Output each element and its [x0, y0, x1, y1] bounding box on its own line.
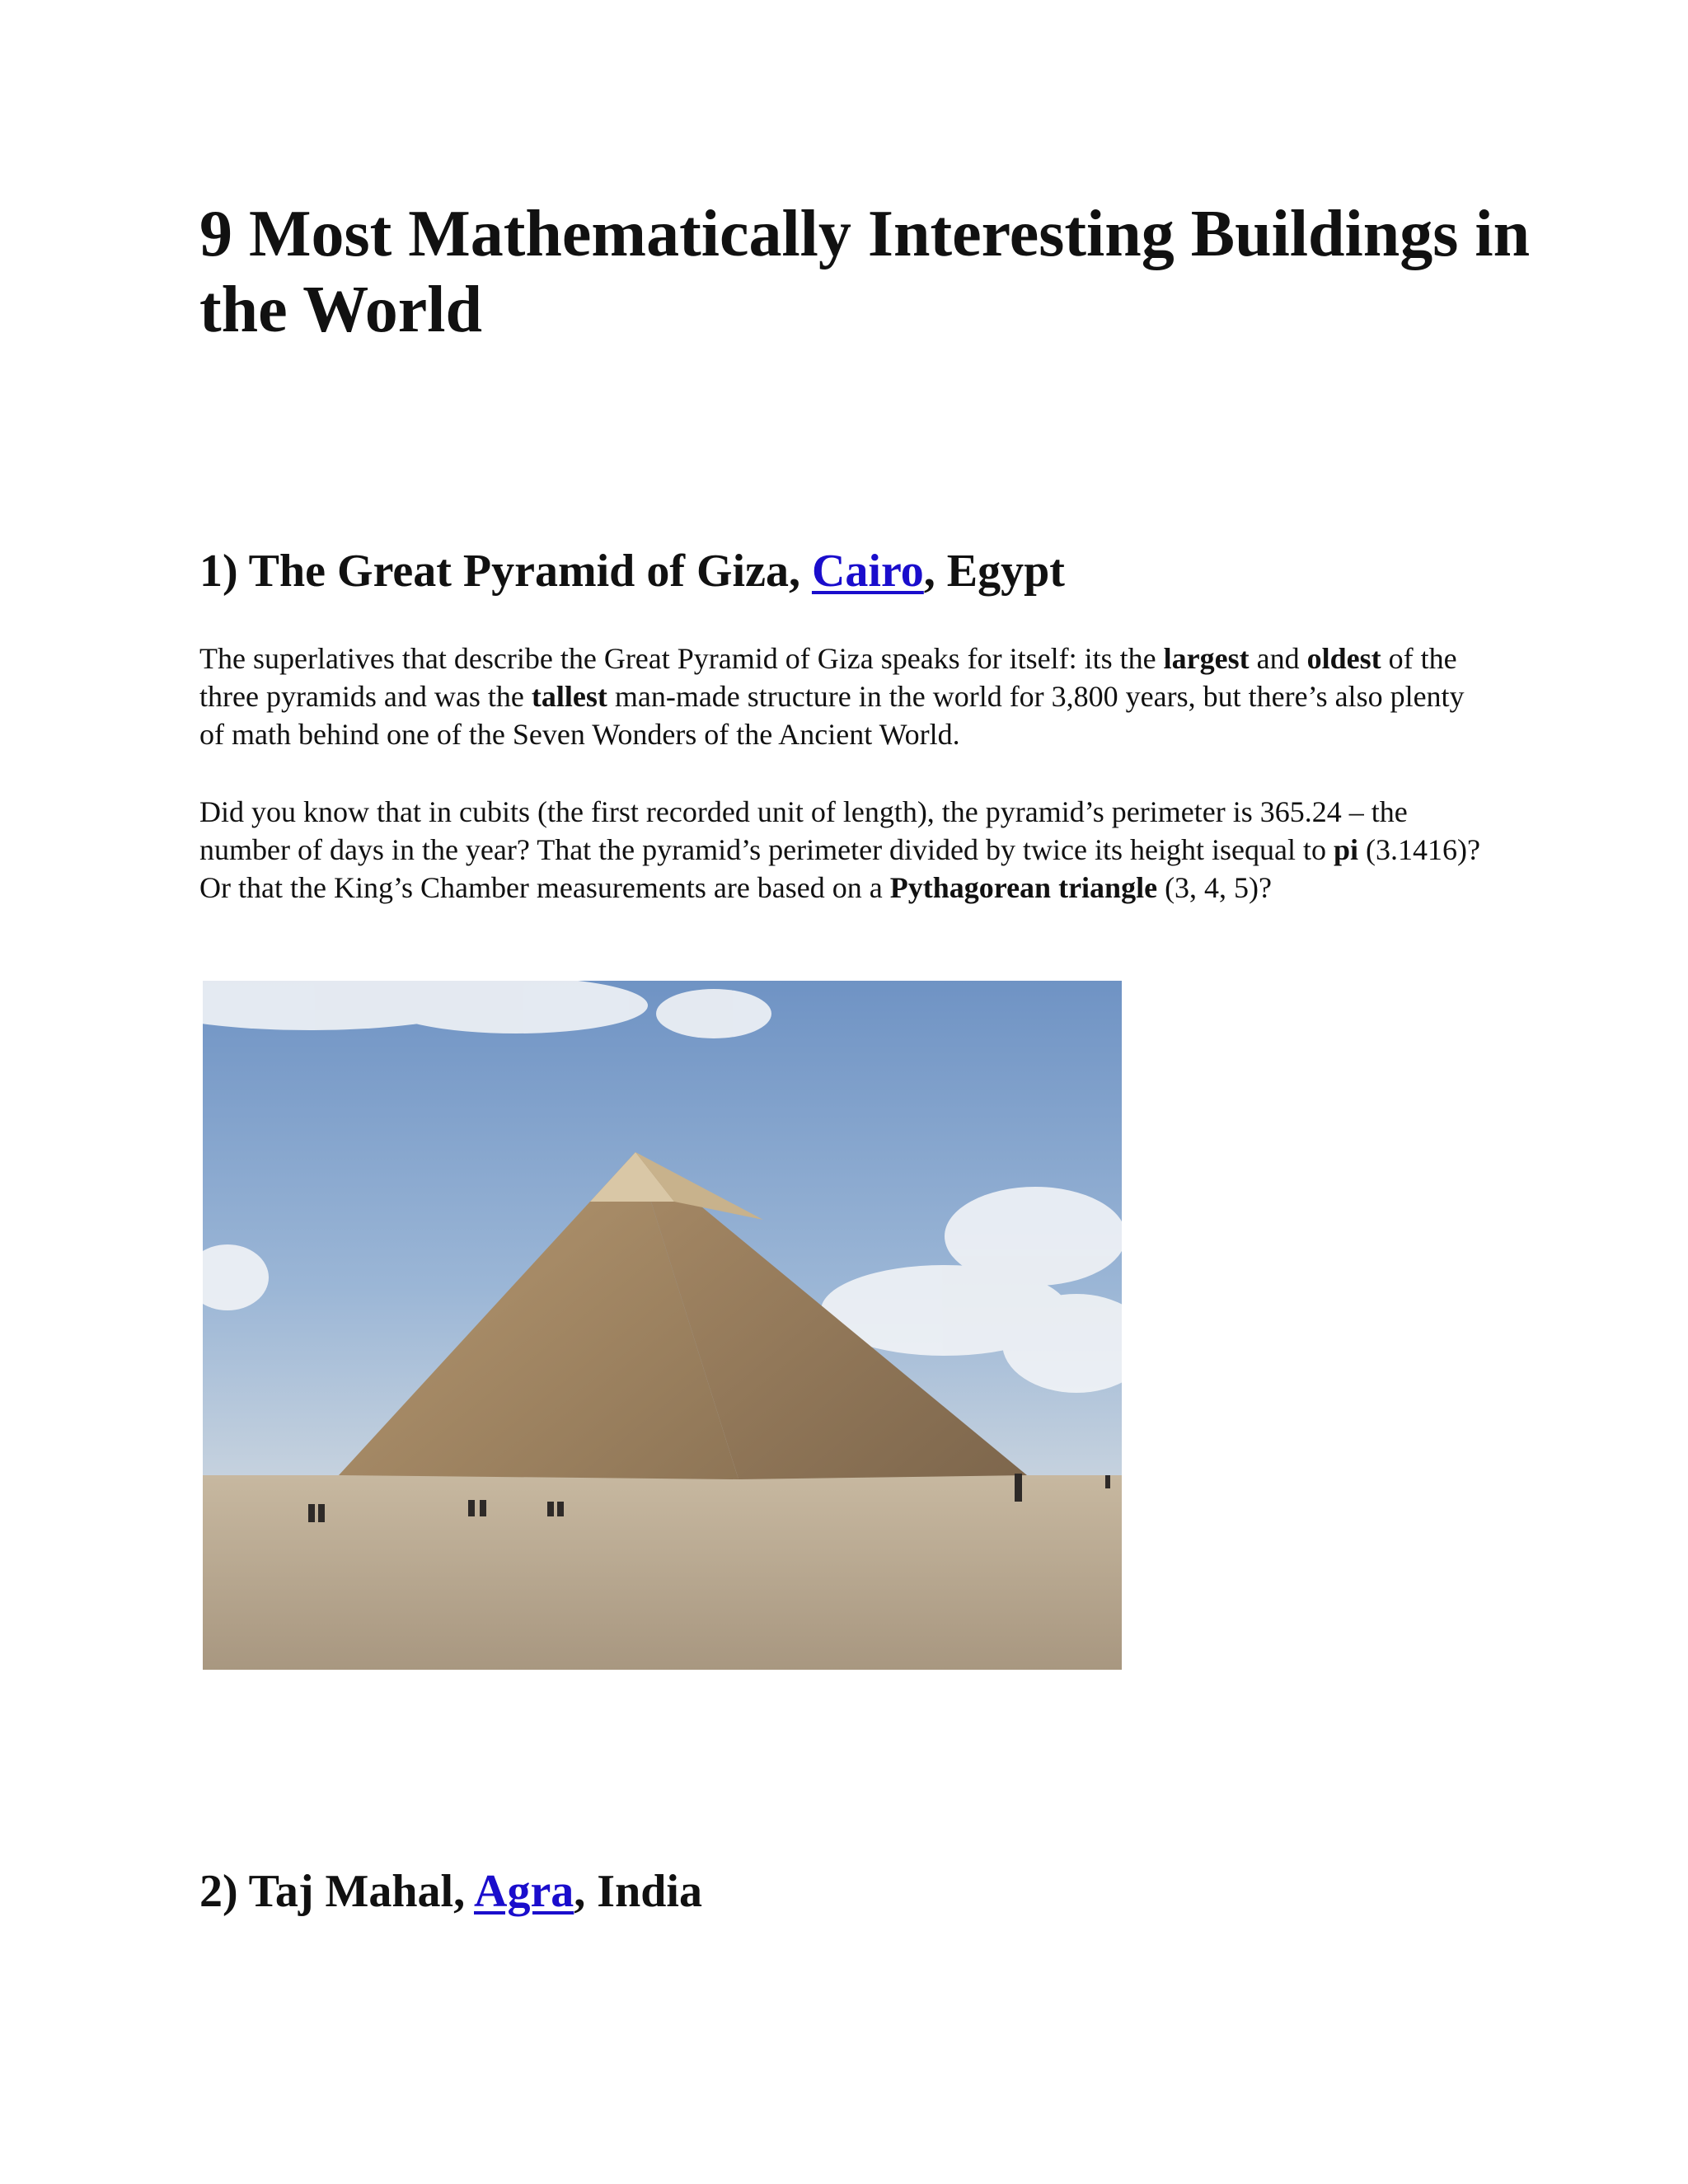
link-cairo[interactable]: Cairo	[811, 546, 924, 597]
pyramid-photo	[203, 981, 1122, 1670]
paragraph-pyramid-intro	[199, 640, 1485, 753]
bold-pythagorean-triangle: Pythagorean triangle	[889, 871, 1158, 904]
section-name: The Great Pyramid of Giza,	[248, 546, 800, 597]
bold-pi: pi	[1333, 833, 1358, 866]
section-name: Taj Mahal,	[248, 1866, 466, 1917]
paragraph-pyramid-math	[199, 793, 1485, 907]
text-run: The superlatives that describe the Great Pyramid of Giza speaks for itself: its the	[199, 642, 1164, 675]
bold-largest: largest	[1163, 642, 1250, 675]
bold-tallest: tallest	[531, 680, 607, 713]
section-number: 1)	[199, 546, 238, 597]
page-title: 9 Most Mathematically Interesting Buildings in the World	[199, 198, 1531, 346]
text-run: and	[1249, 642, 1307, 675]
section-number: 2)	[199, 1866, 238, 1917]
section-country: , Egypt	[923, 546, 1065, 597]
link-agra[interactable]: Agra	[474, 1866, 574, 1917]
text-run: (3.1416)? Or that the King’s Chamber measurements are based on a	[199, 833, 1480, 904]
text-run: Did you know that in cubits (the first recorded unit of length), the pyramid’s perimeter is 365.24 – the number of days in the year? That the pyramid’s perimeter divided by twice its height isequal to	[199, 795, 1408, 866]
text-run: of the three pyramids and was the	[199, 642, 1457, 713]
section-country: , India	[574, 1866, 702, 1917]
bold-oldest: oldest	[1306, 642, 1381, 675]
ground	[203, 1475, 1122, 1670]
text-run: (3, 4, 5)?	[1157, 871, 1273, 904]
section-heading-pyramid	[199, 544, 1065, 598]
text-run: man-made structure in the world for 3,800 years, but there’s also plenty of math behind one of the Seven Wonders of the Ancient World.	[199, 680, 1465, 751]
section-heading-taj-mahal	[199, 1864, 702, 1919]
